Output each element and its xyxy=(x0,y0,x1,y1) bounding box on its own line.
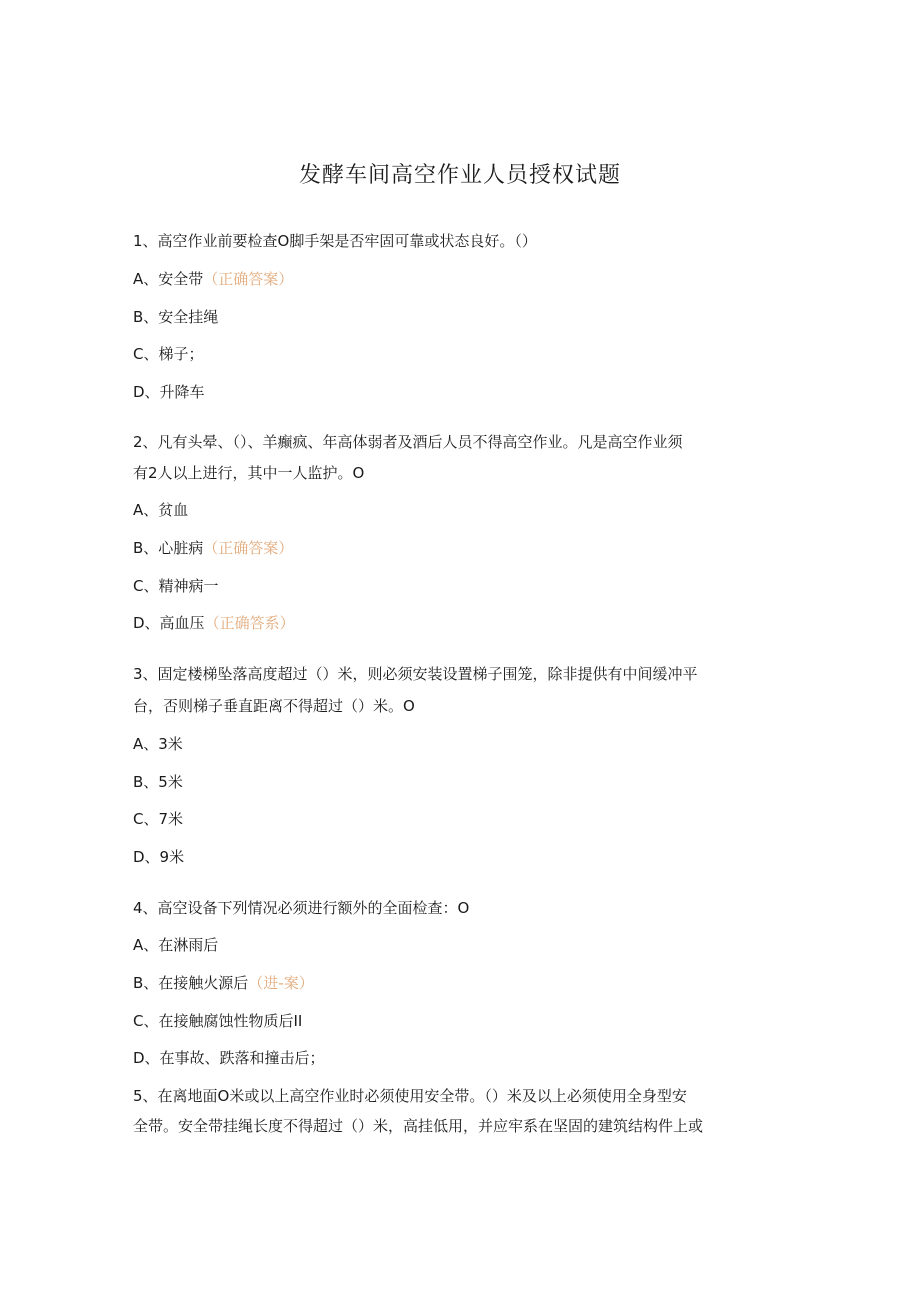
question-1-option-c: C、梯子； xyxy=(133,345,204,363)
question-4-option-b xyxy=(133,973,314,993)
correct-answer-mark: （正确答系） xyxy=(204,614,295,632)
question-3-option-c: C、7米 xyxy=(133,810,184,828)
question-2-option-d xyxy=(133,613,295,633)
question-4-option-c: C、在接触腐蚀性物质后II xyxy=(133,1012,303,1030)
option-label: B、在接触火源后 xyxy=(133,974,249,992)
question-1-option-a xyxy=(133,269,293,289)
question-2-option-b xyxy=(133,538,293,558)
option-label: B、心脏病 xyxy=(133,539,204,557)
question-3-text-line-2: 台，否则梯子垂直距离不得超过（）米。O xyxy=(133,697,415,715)
question-4-text: 4、高空设备下列情况必须进行额外的全面检查：O xyxy=(133,899,470,917)
question-1-option-b: B、安全挂绳 xyxy=(133,308,219,326)
question-3-text-line-1: 3、固定楼梯坠落高度超过（）米，则必须安装设置梯子围笼，除非提供有中间缓冲平 xyxy=(133,665,698,683)
correct-answer-mark: （正确答案） xyxy=(203,270,294,288)
question-2-option-c: C、精神病一 xyxy=(133,577,219,595)
question-4-option-d: D、在事故、跌落和撞击后； xyxy=(133,1049,325,1067)
question-2-text-line-1: 2、凡有头晕、（）、羊癫疯、年高体弱者及酒后人员不得高空作业。凡是高空作业须 xyxy=(133,433,683,451)
correct-answer-mark: （进-案） xyxy=(248,974,314,992)
correct-answer-mark: （正确答案） xyxy=(203,539,294,557)
page-title: 发酵车间高空作业人员授权试题 xyxy=(298,163,621,188)
question-5-text-line-2: 全带。安全带挂绳长度不得超过（）米，高挂低用，并应牢系在坚固的建筑结构件上或 xyxy=(133,1117,704,1135)
option-label: A、安全带 xyxy=(133,270,204,288)
question-3-option-b: B、5米 xyxy=(133,773,183,791)
question-1-option-d: D、升降车 xyxy=(133,383,205,401)
question-1-text: 1、高空作业前要检查O脚手架是否牢固可靠或状态良好。（） xyxy=(133,232,537,250)
question-3-option-a: A、3米 xyxy=(133,735,183,753)
question-4-option-a: A、在淋雨后 xyxy=(133,936,219,954)
question-2-text-line-2: 有2人以上进行，其中一人监护。O xyxy=(133,464,365,482)
question-5-text-line-1: 5、在离地面O米或以上高空作业时必须使用安全带。（）米及以上必须使用全身型安 xyxy=(133,1087,687,1105)
question-2-option-a: A、贫血 xyxy=(133,501,189,519)
option-label: D、高血压 xyxy=(133,614,205,632)
question-3-option-d: D、9米 xyxy=(133,848,185,866)
